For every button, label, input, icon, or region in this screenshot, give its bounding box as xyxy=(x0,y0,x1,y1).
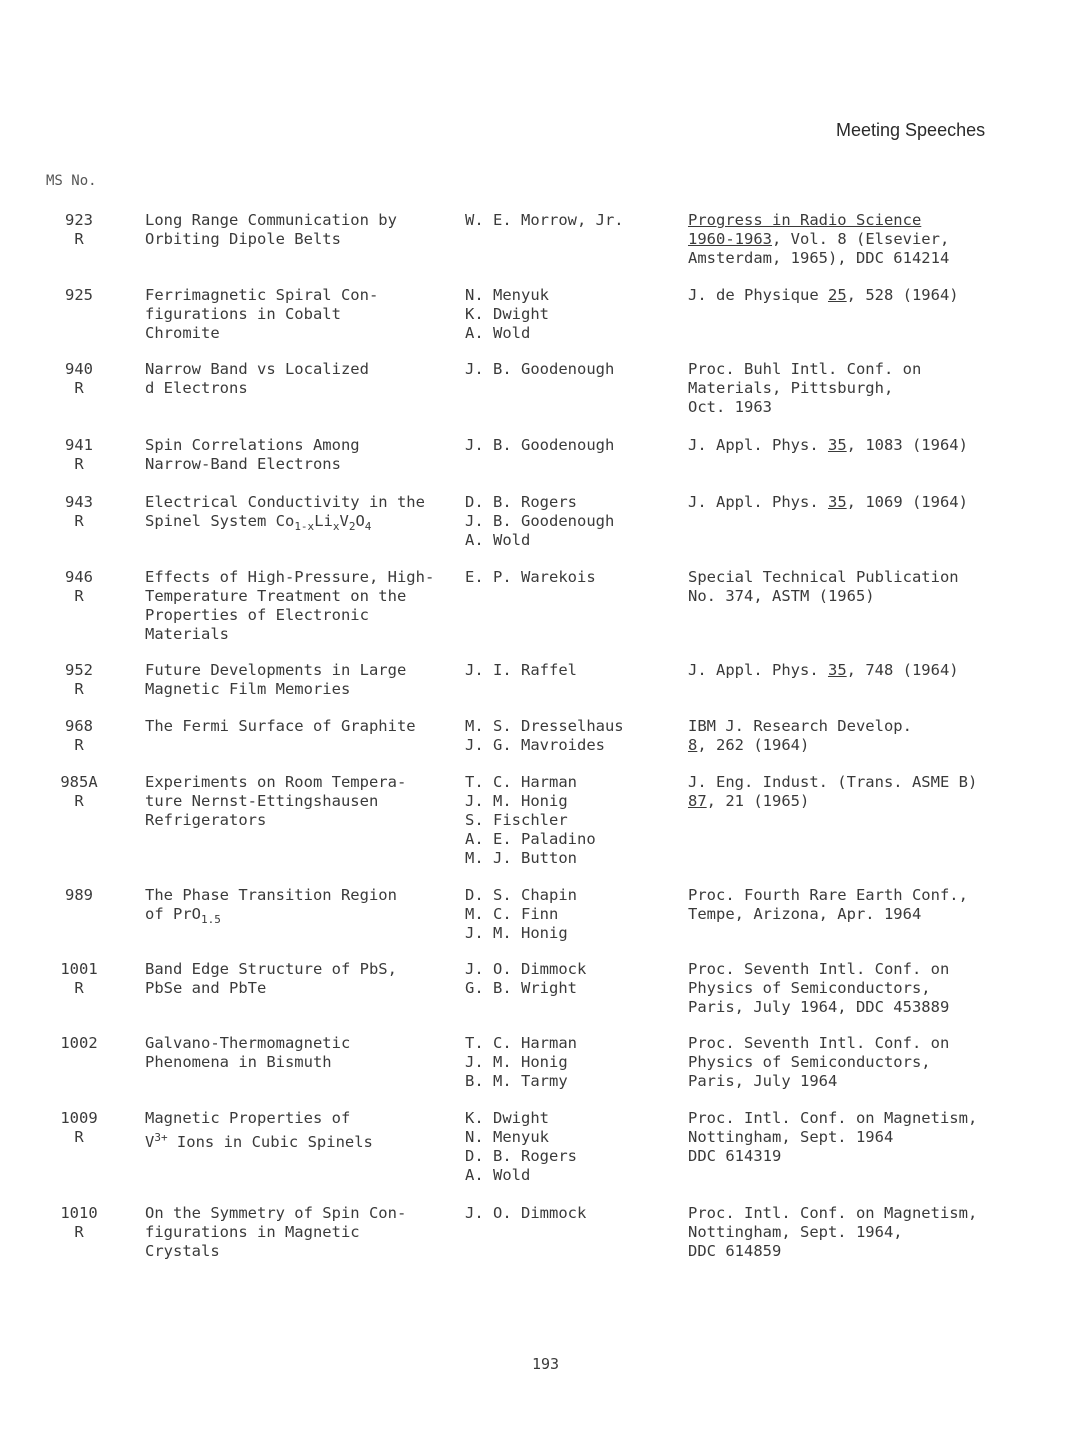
ms-number: 1002 xyxy=(60,1034,98,1052)
speech-reference: J. Appl. Phys. 35, 1069 (1964) xyxy=(688,493,968,511)
page-number: 193 xyxy=(531,1355,560,1373)
speech-title: The Phase Transition Region of PrO$_{1.5}$ xyxy=(145,886,397,926)
speech-title: Narrow Band vs Localized d Electrons xyxy=(145,360,369,397)
speech-title: Future Developments in Large Magnetic Film Memories xyxy=(145,661,407,698)
speech-reference: J. Eng. Indust. (Trans. ASME B) 87, 21 (1965) xyxy=(688,773,978,810)
speech-authors: J. B. Goodenough xyxy=(465,436,615,454)
speech-reference: Proc. Fourth Rare Earth Conf., Tempe, Arizona, Apr. 1964 xyxy=(688,886,968,923)
ms-number: 968 R xyxy=(65,717,93,754)
speech-title: Ferrimagnetic Spiral Con- figurations in Cobalt Chromite xyxy=(145,286,379,342)
speech-authors: W. E. Morrow, Jr. xyxy=(465,211,624,229)
speech-reference: Special Technical Publication No. 374, ASTM (1965) xyxy=(688,568,959,605)
speech-reference: Proc. Seventh Intl. Conf. on Physics of Semiconductors, Paris, July 1964, DDC 453889 xyxy=(688,960,950,1016)
ms-number: 952 R xyxy=(65,661,93,698)
ms-number: 985A R xyxy=(60,773,98,810)
ms-number: 940 R xyxy=(65,360,93,397)
speech-title: Galvano-Thermomagnetic Phenomena in Bismuth xyxy=(145,1034,351,1071)
speech-title: Magnetic Properties of $V^{3+}$ Ions in Cubic Spinels xyxy=(145,1109,373,1151)
speech-title: Band Edge Structure of PbS, PbSe and PbTe xyxy=(145,960,397,997)
ms-number: 943 R xyxy=(65,493,93,530)
speech-authors: D. S. Chapin M. C. Finn J. M. Honig xyxy=(465,886,577,942)
speech-authors: E. P. Warekois xyxy=(465,568,596,586)
ms-number: 941 R xyxy=(65,436,93,473)
speech-reference: Proc. Buhl Intl. Conf. on Materials, Pittsburgh, Oct. 1963 xyxy=(688,360,922,416)
speech-authors: D. B. Rogers J. B. Goodenough A. Wold xyxy=(465,493,615,549)
ms-number: 923 R xyxy=(65,211,93,248)
ms-number: 925 xyxy=(65,286,93,304)
speech-title: Experiments on Room Tempera- ture Nernst-Ettingshausen Refrigerators xyxy=(145,773,407,829)
speech-reference: Progress in Radio Science 1960-1963, Vol. 8 (Elsevier, Amsterdam, 1965), DDC 614214 xyxy=(688,211,950,267)
speech-title: Spin Correlations Among Narrow-Band Electrons xyxy=(145,436,360,473)
speech-reference: Proc. Intl. Conf. on Magnetism, Nottingham, Sept. 1964, DDC 614859 xyxy=(688,1204,978,1260)
speech-reference: J. de Physique 25, 528 (1964) xyxy=(688,286,959,304)
ms-number: 1001 R xyxy=(60,960,98,997)
ms-number: 989 xyxy=(65,886,93,904)
ms-number: 1010 R xyxy=(60,1204,98,1241)
speech-title: Long Range Communication by Orbiting Dipole Belts xyxy=(145,211,397,248)
page-title: Meeting Speeches xyxy=(836,120,986,140)
speech-authors: N. Menyuk K. Dwight A. Wold xyxy=(465,286,549,342)
column-label: MS No. xyxy=(46,173,97,189)
speech-authors: J. O. Dimmock G. B. Wright xyxy=(465,960,587,997)
ms-number: 1009 R xyxy=(60,1109,98,1146)
speech-authors: J. I. Raffel xyxy=(465,661,577,679)
speech-reference: J. Appl. Phys. 35, 748 (1964) xyxy=(688,661,959,679)
speech-authors: J. O. Dimmock xyxy=(465,1204,587,1222)
speech-reference: IBM J. Research Develop. 8, 262 (1964) xyxy=(688,717,912,754)
speech-reference: J. Appl. Phys. 35, 1083 (1964) xyxy=(688,436,968,454)
speech-title: Electrical Conductivity in the Spinel System $Co_{1-x}Li_xV_2O_4$ xyxy=(145,493,425,533)
speech-authors: T. C. Harman J. M. Honig B. M. Tarmy xyxy=(465,1034,577,1090)
ms-number: 946 R xyxy=(65,568,93,605)
speech-authors: M. S. Dresselhaus J. G. Mavroides xyxy=(465,717,624,754)
speech-reference: Proc. Seventh Intl. Conf. on Physics of Semiconductors, Paris, July 1964 xyxy=(688,1034,950,1090)
speech-authors: K. Dwight N. Menyuk D. B. Rogers A. Wold xyxy=(465,1109,577,1184)
speech-reference: Proc. Intl. Conf. on Magnetism, Nottingham, Sept. 1964 DDC 614319 xyxy=(688,1109,978,1165)
speech-authors: J. B. Goodenough xyxy=(465,360,615,378)
speech-authors: T. C. Harman J. M. Honig S. Fischler A. E. Paladino M. J. Button xyxy=(465,773,596,867)
speech-title: Effects of High-Pressure, High- Temperature Treatment on the Properties of Electronic Materials xyxy=(145,568,435,643)
speech-title: The Fermi Surface of Graphite xyxy=(145,717,416,735)
speech-title: On the Symmetry of Spin Con- figurations in Magnetic Crystals xyxy=(145,1204,407,1260)
